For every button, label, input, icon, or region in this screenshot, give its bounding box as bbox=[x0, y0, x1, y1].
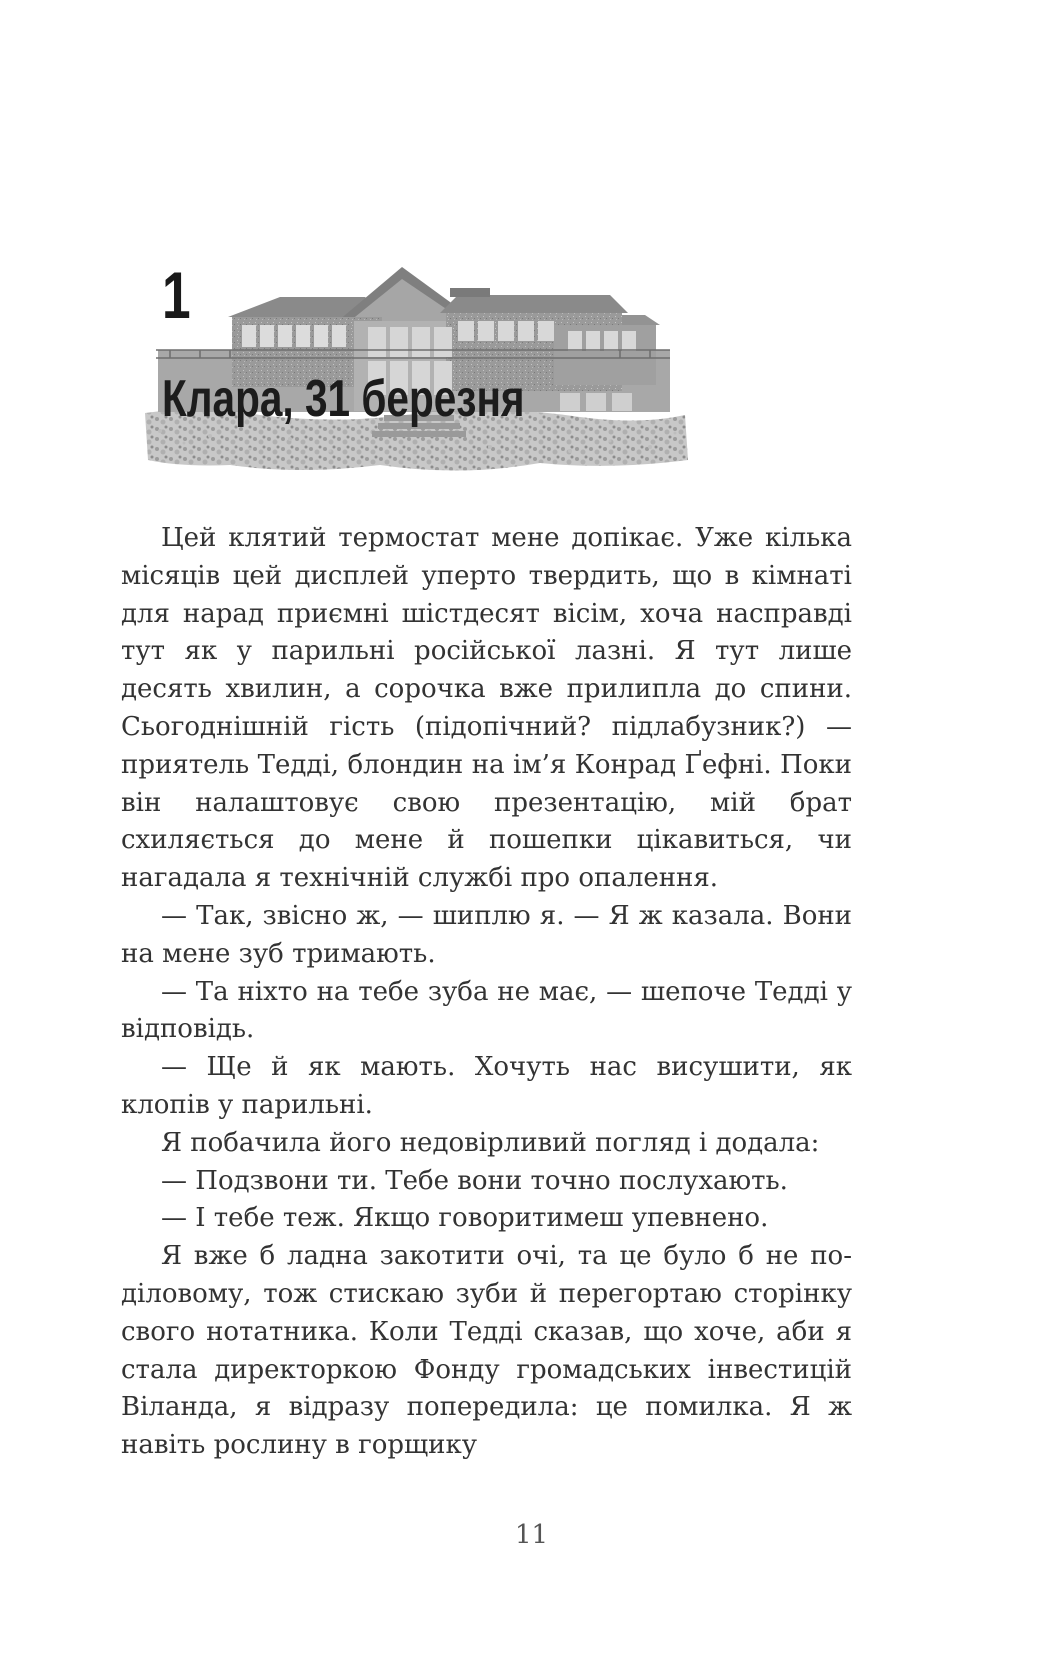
chapter-title: Клара, 31 березня bbox=[162, 370, 525, 428]
paragraph: Я побачила його недовірливий погляд і додала: bbox=[161, 1127, 820, 1158]
paragraph: — Так, звісно ж, — шиплю я. — Я ж казала. Вони на мене зуб тримають. bbox=[121, 900, 852, 969]
paragraph: — Та ніхто на тебе зуба не має, — шепоче Тедді у відповідь. bbox=[121, 976, 852, 1045]
paragraph: Цей клятий термостат мене допікає. Уже кілька місяців цей дисплей уперто твердить, що в кімнаті для нарад приємні шістдесят вісім, хоча насправді тут як у парильні російської лазні. Я тут лише десять хвилин, а сорочка вже прилипла до спини. Сьогоднішній гість (підопічний? підлабузник?) — приятель Тедді, блондин на ім’я Конрад Ґефні. Поки він налаштовує свою презентацію, мій брат схиляється до мене й пошепки цікавиться, чи нагадала я технічній службі про опалення. bbox=[121, 523, 852, 894]
paragraph: — І тебе теж. Якщо говоритимеш упевнено. bbox=[161, 1203, 769, 1234]
body-text bbox=[121, 520, 852, 1465]
paragraph: — Подзвони ти. Тебе вони точно послухають. bbox=[161, 1165, 788, 1196]
chapter-number: 1 bbox=[162, 258, 191, 332]
page-number: 11 bbox=[514, 1520, 549, 1550]
paragraph: Я вже б ладна закотити очі, та це було б не по-діловому, тож стискаю зуби й перегортаю сторінку свого нотатника. Коли Тедді сказав, що хоче, аби я стала директоркою Фонду громадських інвестицій Віланда, я відразу попередила: це помилка. Я ж навіть рослину в горщику bbox=[121, 1241, 852, 1461]
paragraph: — Ще й як мають. Хочуть нас висушити, як клопів у парильні. bbox=[121, 1052, 852, 1120]
chapter-header bbox=[140, 255, 700, 495]
